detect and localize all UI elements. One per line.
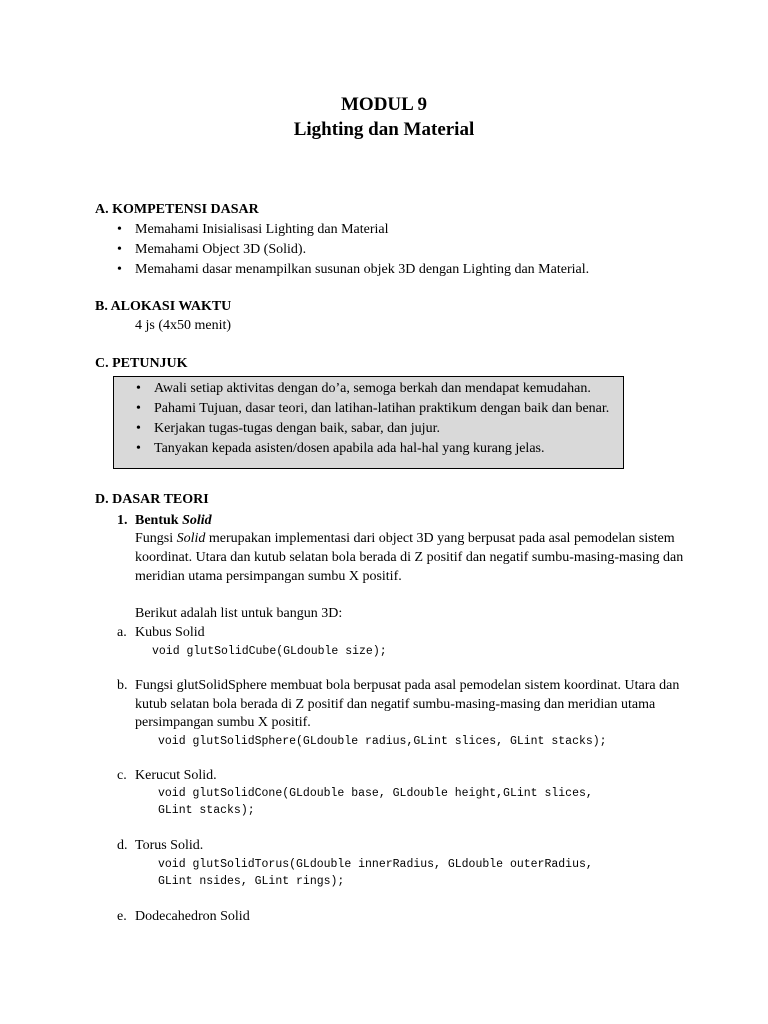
code-line: void glutSolidCone(GLdouble base, GLdouble height,GLint slices,	[158, 787, 593, 800]
list-label: d.	[117, 838, 128, 853]
section-a-item: • Memahami Object 3D (Solid).	[135, 240, 306, 260]
instruction-item: • Awali setiap aktivitas dengan do’a, semoga berkah dan mendapat kemudahan.	[154, 379, 591, 399]
list-label: c.	[117, 768, 127, 783]
list-intro: Berikut adalah list untuk bangun 3D:	[135, 606, 343, 621]
module-subtitle: Lighting dan Material	[293, 119, 475, 140]
paragraph-line: meridian utama persimpangan sumbu X positif.	[135, 569, 402, 584]
list-label: e.	[117, 909, 127, 924]
list-item-text: Torus Solid.	[135, 838, 204, 853]
code-line: void glutSolidTorus(GLdouble innerRadius, GLdouble outerRadius,	[158, 858, 593, 871]
instruction-item: • Tanyakan kepada asisten/dosen apabila ada hal-hal yang kurang jelas.	[154, 439, 544, 459]
code-line: GLint stacks);	[158, 804, 255, 817]
list-item-text: Kubus Solid	[135, 625, 205, 640]
section-b-text: 4 js (4x50 menit)	[135, 318, 232, 333]
instruction-item: • Kerjakan tugas-tugas dengan baik, sabar, dan jujur.	[154, 419, 440, 439]
section-a-heading: A. KOMPETENSI DASAR	[95, 202, 259, 217]
list-label: a.	[117, 625, 127, 640]
subsection-title	[135, 511, 212, 531]
list-item-text: persimpangan sumbu X positif.	[135, 715, 311, 730]
paragraph-line: koordinat. Utara dan kutub selatan bola berada di Z positif dan negatif sumbu-masing-masing dan	[135, 550, 684, 565]
instruction-item: • Pahami Tujuan, dasar teori, dan latihan-latihan praktikum dengan baik dan benar.	[154, 399, 609, 419]
paragraph-text: Fungsi	[135, 531, 177, 546]
module-title: MODUL 9	[340, 94, 428, 115]
list-item-text: Fungsi glutSolidSphere membuat bola berpusat pada asal pemodelan sistem koordinat. Utara dan	[135, 678, 680, 693]
code-line: void glutSolidCube(GLdouble size);	[152, 645, 387, 658]
subsection-title-italic: Solid	[182, 513, 212, 528]
paragraph-italic-text: Solid	[176, 531, 206, 546]
section-d-heading: D. DASAR TEORI	[95, 492, 209, 507]
paragraph-line	[135, 529, 675, 549]
list-item-text: Kerucut Solid.	[135, 768, 217, 783]
paragraph-text: merupakan implementasi dari object 3D yang berpusat pada asal pemodelan sistem	[205, 531, 675, 546]
section-a-item: • Memahami dasar menampilkan susunan objek 3D dengan Lighting dan Material.	[135, 260, 589, 280]
subsection-number: 1.	[117, 513, 128, 528]
subsection-title-plain: Bentuk	[135, 513, 183, 528]
list-item-text: kutub selatan bola berada di Z positif dan negatif sumbu-masing-masing dan meridian utama	[135, 697, 656, 712]
code-line: void glutSolidSphere(GLdouble radius,GLint slices, GLint stacks);	[158, 735, 607, 748]
code-line: GLint nsides, GLint rings);	[158, 875, 345, 888]
section-a-item: • Memahami Inisialisasi Lighting dan Material	[135, 220, 389, 240]
section-c-heading: C. PETUNJUK	[95, 356, 188, 371]
section-b-heading: B. ALOKASI WAKTU	[95, 299, 232, 314]
list-label: b.	[117, 678, 128, 693]
list-item-text: Dodecahedron Solid	[135, 909, 250, 924]
